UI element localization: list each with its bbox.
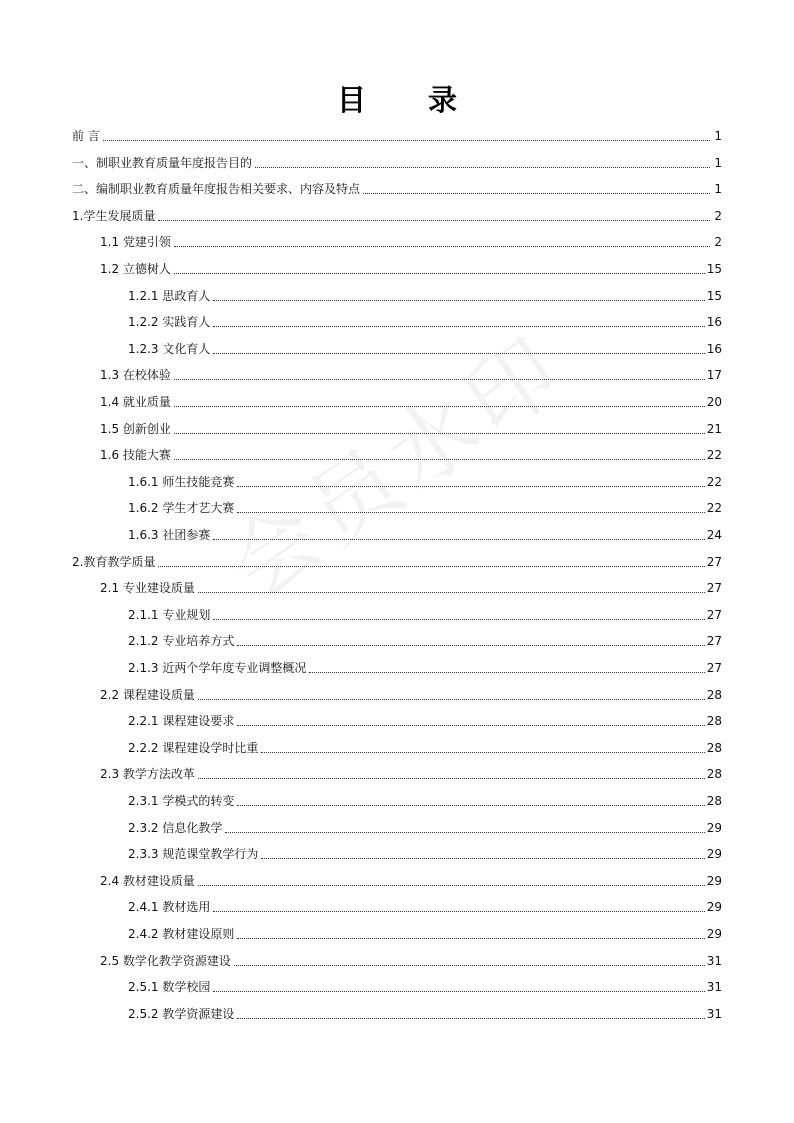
- toc-dot-leader: [309, 671, 704, 673]
- toc-entry-label: 2.4.2 教材建设原则: [128, 927, 235, 941]
- toc-entry[interactable]: [128, 895, 722, 915]
- toc-page-number: 17: [706, 368, 722, 383]
- toc-entry-label: 2.教育教学质量: [72, 554, 156, 569]
- toc-dot-leader: [158, 565, 704, 567]
- toc-page-number: 27: [706, 607, 722, 622]
- toc-page-number: 27: [706, 634, 722, 649]
- toc-entry[interactable]: [100, 390, 722, 410]
- toc-entry[interactable]: [128, 337, 722, 357]
- toc-entry-label: 1.6.2 学生才艺大赛: [128, 501, 235, 516]
- toc-dot-leader: [234, 964, 705, 966]
- toc-entry-label: 2.5.1 数学校园: [128, 980, 211, 995]
- toc-page-number: 1: [714, 155, 722, 170]
- toc-dot-leader: [198, 777, 705, 779]
- toc-entry[interactable]: [72, 204, 722, 224]
- toc-dot-leader: [213, 538, 704, 540]
- toc-dot-leader: [225, 831, 704, 833]
- toc-entry[interactable]: [100, 683, 722, 703]
- toc-entry[interactable]: [128, 736, 722, 756]
- toc-entry[interactable]: [128, 523, 722, 543]
- toc-entry[interactable]: [100, 443, 722, 463]
- toc-entry-label: 2.3.3 规范课堂教学行为: [128, 847, 259, 862]
- toc-entry[interactable]: [100, 762, 722, 782]
- toc-entry[interactable]: [128, 629, 722, 649]
- toc-page-number: 1: [714, 129, 722, 143]
- toc-entry-label: 1.2.2 实践育人: [128, 315, 211, 330]
- toc-dot-leader: [174, 458, 705, 460]
- toc-entry-label: 2.1 专业建设质量: [100, 581, 195, 596]
- toc-page-number: 28: [706, 714, 722, 729]
- toc-entry-label: 2.4.1 教材选用: [128, 900, 211, 915]
- toc-dot-leader: [198, 591, 705, 593]
- toc-page-number: 1: [714, 182, 722, 197]
- toc-page-number: 22: [706, 448, 722, 463]
- toc-entry[interactable]: [128, 1002, 722, 1022]
- toc-entry[interactable]: [100, 576, 722, 596]
- toc-page-number: 24: [706, 528, 722, 542]
- toc-entry-label: 2.3.2 信息化教学: [128, 820, 223, 835]
- toc-page-number: 31: [706, 953, 722, 968]
- toc-page-number: 28: [706, 794, 722, 808]
- toc-dot-leader: [198, 698, 705, 700]
- toc-page-number: 22: [706, 474, 722, 489]
- watermark: 会员水印: [210, 314, 584, 620]
- toc-page-number: 29: [706, 847, 722, 862]
- toc-page-number: 28: [706, 687, 722, 702]
- toc-entry-label: 1.6.1 师生技能竞赛: [128, 474, 235, 489]
- toc-entry-label: 1.6 技能大赛: [100, 448, 171, 463]
- toc-page-number: 16: [706, 341, 722, 356]
- toc-dot-leader: [213, 618, 704, 620]
- toc-page-number: 29: [706, 873, 722, 888]
- page-title: 目 录: [336, 83, 484, 117]
- toc-entry-label: 2.3.1 学模式的转变: [128, 794, 235, 808]
- toc-entry[interactable]: [128, 709, 722, 729]
- toc-dot-leader: [213, 325, 704, 327]
- toc-dot-leader: [237, 804, 704, 806]
- toc-dot-leader: [237, 937, 704, 939]
- toc-page-number: 21: [706, 421, 722, 436]
- toc-page-number: 15: [706, 262, 722, 276]
- toc-entry-label: 2.3 教学方法改革: [100, 767, 195, 782]
- toc-dot-leader: [174, 432, 705, 434]
- toc-dot-leader: [237, 485, 704, 487]
- toc-dot-leader: [363, 192, 710, 194]
- toc-page-number: 28: [706, 740, 722, 755]
- toc-dot-leader: [174, 378, 705, 380]
- toc-dot-leader: [213, 299, 704, 301]
- toc-entry[interactable]: [128, 603, 722, 623]
- toc-page-number: 16: [706, 315, 722, 330]
- toc-entry-label: 2.1.1 专业规划: [128, 607, 211, 622]
- toc-dot-leader: [174, 245, 710, 247]
- toc-entry-label: 2.2 课程建设质量: [100, 687, 195, 702]
- toc-entry[interactable]: [128, 922, 722, 942]
- toc-page-number: 29: [706, 900, 722, 915]
- toc-entry[interactable]: [128, 310, 722, 330]
- toc-dot-leader: [213, 990, 704, 992]
- toc-page-number: 22: [706, 501, 722, 516]
- toc-entry[interactable]: [128, 470, 722, 490]
- toc-page-number: 20: [706, 395, 722, 409]
- toc-dot-leader: [261, 751, 704, 753]
- toc-entry[interactable]: [100, 417, 722, 437]
- toc-page-number: 29: [706, 820, 722, 835]
- toc-dot-leader: [237, 644, 704, 646]
- toc-entry-label: 1.学生发展质量: [72, 208, 156, 223]
- toc-entry-label: 2.1.3 近两个学年度专业调整概况: [128, 661, 307, 675]
- toc-entry-label: 2.5 数学化教学资源建设: [100, 953, 231, 968]
- toc-entry[interactable]: [72, 124, 722, 144]
- toc-page-number: 31: [706, 1006, 722, 1021]
- toc-entry[interactable]: [72, 177, 722, 197]
- toc-page-number: 2: [714, 208, 722, 223]
- toc-entry-label: 2.4 教材建设质量: [100, 873, 195, 888]
- toc-entry-label: 前 言: [72, 129, 100, 143]
- toc-entry-label: 2.2.2 课程建设学时比重: [128, 740, 259, 755]
- toc-page-number: 27: [706, 661, 722, 675]
- toc-page-number: 29: [706, 927, 722, 941]
- toc-entry[interactable]: [128, 284, 722, 304]
- toc-entry[interactable]: [100, 869, 722, 889]
- toc-entry-label: 1.2.3 文化育人: [128, 341, 211, 356]
- toc-dot-leader: [261, 857, 704, 859]
- toc-dot-leader: [198, 884, 705, 886]
- toc-entry[interactable]: [128, 496, 722, 516]
- toc-entry[interactable]: [128, 789, 722, 809]
- toc-dot-leader: [103, 139, 710, 141]
- toc-entry[interactable]: [128, 816, 722, 836]
- toc-entry[interactable]: [72, 550, 722, 570]
- toc-entry-label: 2.1.2 专业培养方式: [128, 634, 235, 649]
- toc-page-number: 15: [706, 288, 722, 303]
- toc-dot-leader: [174, 272, 705, 274]
- toc-entry-label: 1.3 在校体验: [100, 368, 171, 383]
- toc-dot-leader: [237, 1017, 704, 1019]
- toc-entry[interactable]: [100, 949, 722, 969]
- toc-dot-leader: [237, 724, 704, 726]
- toc-entry-label: 二、编制职业教育质量年度报告相关要求、内容及特点: [72, 182, 361, 197]
- toc-dot-leader: [174, 405, 705, 407]
- toc-entry[interactable]: [128, 656, 722, 676]
- toc-dot-leader: [213, 352, 704, 354]
- toc-entry-label: 1.1 党建引领: [100, 235, 171, 250]
- toc-page-number: 27: [706, 554, 722, 569]
- toc-entry-label: 一、制职业教育质量年度报告目的: [72, 155, 253, 170]
- toc-entry[interactable]: [128, 842, 722, 862]
- toc-dot-leader: [213, 910, 704, 912]
- toc-page-number: 2: [714, 235, 722, 250]
- toc-page-number: 28: [706, 767, 722, 782]
- toc-entry[interactable]: [100, 363, 722, 383]
- toc-dot-leader: [255, 166, 710, 168]
- toc-entry[interactable]: [100, 257, 722, 277]
- toc-entry-label: 1.4 就业质量: [100, 395, 171, 409]
- toc-dot-leader: [237, 511, 704, 513]
- toc-entry-label: 2.5.2 教学资源建设: [128, 1006, 235, 1021]
- toc-entry-label: 1.2 立德树人: [100, 262, 171, 276]
- toc-entry[interactable]: [72, 151, 722, 171]
- toc-entry-label: 1.2.1 思政育人: [128, 288, 211, 303]
- toc-entry[interactable]: [100, 230, 722, 250]
- toc-entry-label: 1.6.3 社团参赛: [128, 528, 211, 542]
- toc-page-number: 27: [706, 581, 722, 596]
- toc-entry-label: 1.5 创新创业: [100, 421, 171, 436]
- toc-entry[interactable]: [128, 975, 722, 995]
- toc-entry-label: 2.2.1 课程建设要求: [128, 714, 235, 729]
- toc-dot-leader: [158, 219, 710, 221]
- toc-page-number: 31: [706, 980, 722, 995]
